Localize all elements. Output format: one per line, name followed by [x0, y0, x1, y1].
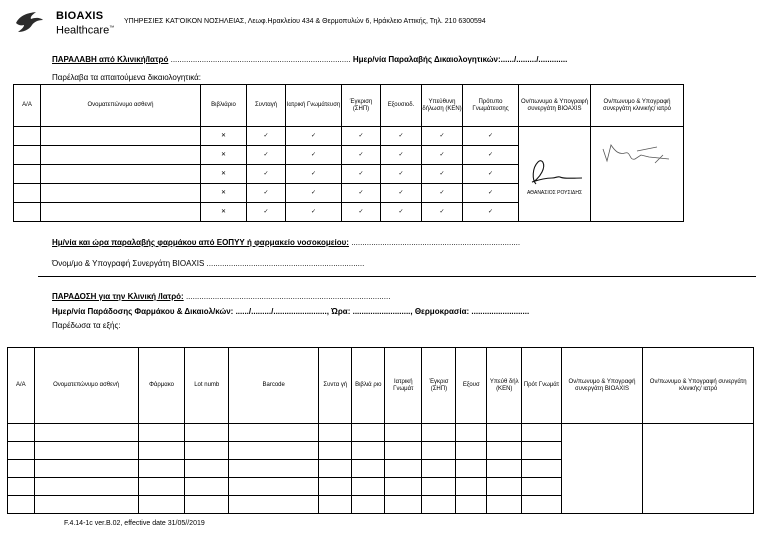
bioaxis-signer-name: ΑΘΑΝΑΣΙΟΣ ΡΟΥΣΙΔΗΣ: [526, 189, 583, 196]
col-header: Πρότ Γνωμάτ: [522, 348, 561, 424]
col-header: Πρότυπο Γνωμάτευσης: [463, 85, 519, 127]
bioaxis-signature-icon: [522, 156, 588, 188]
check-mark[interactable]: ✓: [381, 146, 422, 165]
receipt-title-dots: .................................................................................: [170, 55, 351, 64]
cell[interactable]: [522, 496, 561, 514]
col-header: Ονοματεπώνυμο ασθενή: [34, 348, 138, 424]
col-header: Ον/πωνυμο & Υπογραφή συνεργάτη κλινικής/ ιατρό: [643, 348, 754, 424]
check-mark[interactable]: ✓: [286, 146, 342, 165]
check-mark[interactable]: ✓: [286, 203, 342, 222]
cell[interactable]: [487, 442, 522, 460]
check-mark[interactable]: ✓: [422, 146, 463, 165]
cell[interactable]: [185, 478, 229, 496]
cell[interactable]: [352, 424, 385, 442]
row-number[interactable]: [14, 184, 41, 203]
booklet-cross-mark[interactable]: ✕: [201, 165, 247, 184]
cell[interactable]: [34, 478, 138, 496]
cell[interactable]: [352, 496, 385, 514]
booklet-cross-mark[interactable]: ✕: [201, 203, 247, 222]
check-mark[interactable]: ✓: [342, 146, 381, 165]
drug-receipt-label: Ημ/νία και ώρα παραλαβής φαρμάκου από ΕΟΠΥΥ ή φαρμακείο νοσοκομείου:: [52, 238, 349, 247]
cell[interactable]: [385, 478, 422, 496]
check-mark[interactable]: ✓: [381, 184, 422, 203]
cell[interactable]: [229, 460, 319, 478]
cell[interactable]: [8, 496, 35, 514]
cell[interactable]: [34, 424, 138, 442]
col-header: Συντα γή: [319, 348, 352, 424]
cell[interactable]: [522, 478, 561, 496]
check-mark[interactable]: ✓: [247, 203, 286, 222]
cell[interactable]: [138, 442, 185, 460]
cell[interactable]: [185, 442, 229, 460]
check-mark[interactable]: ✓: [342, 165, 381, 184]
logo-name: BIOAXIS: [56, 10, 104, 22]
col-header: Ον/πωνυμο & Υπογραφή συνεργάτη BIOAXIS: [561, 348, 643, 424]
col-header: Lot numb: [185, 348, 229, 424]
col-header: Ον/πωνυμο & Υπογραφή συνεργάτη κλινικής/ ιατρό: [591, 85, 684, 127]
cell[interactable]: [319, 442, 352, 460]
cell[interactable]: [522, 424, 561, 442]
cell[interactable]: [34, 496, 138, 514]
check-mark[interactable]: ✓: [422, 165, 463, 184]
check-mark[interactable]: ✓: [381, 203, 422, 222]
cell[interactable]: [385, 424, 422, 442]
check-mark[interactable]: ✓: [342, 203, 381, 222]
check-mark[interactable]: ✓: [422, 203, 463, 222]
received-documents-text: Παρέλαβα τα απαιτούμενα δικαιολογητικά:: [52, 73, 201, 82]
table-row: [14, 127, 684, 146]
row-number[interactable]: [14, 203, 41, 222]
section1-heading: [52, 55, 567, 64]
col-header: Ονοματεπώνυμο ασθενή: [41, 85, 201, 127]
cell[interactable]: [522, 460, 561, 478]
cell[interactable]: [352, 478, 385, 496]
cell[interactable]: [185, 424, 229, 442]
bioaxis-signature-cell[interactable]: [519, 127, 591, 222]
cell[interactable]: [487, 496, 522, 514]
cell[interactable]: [229, 496, 319, 514]
patient-name-cell[interactable]: [41, 127, 201, 146]
col-header: Ον/πωνυμο & Υπογραφή συνεργάτη BIOAXIS: [519, 85, 591, 127]
cell[interactable]: [229, 478, 319, 496]
document-code-footer: F.4.14-1c ver.B.02, effective date 31/05//2019: [64, 520, 205, 527]
check-mark[interactable]: ✓: [422, 184, 463, 203]
cell[interactable]: [456, 442, 487, 460]
col-header: Εξουσιοδ.: [381, 85, 422, 127]
cell[interactable]: [8, 424, 35, 442]
col-header: Συνταγή: [247, 85, 286, 127]
delivery-title: ΠΑΡΑΔΟΣΗ για την Κλινική /Ιατρό:: [52, 292, 184, 301]
section-divider: [38, 276, 756, 277]
check-mark[interactable]: ✓: [342, 184, 381, 203]
receipt-title: ΠΑΡΑΛΑΒΗ από Κλινική/Ιατρό: [52, 55, 169, 64]
check-mark[interactable]: ✓: [247, 127, 286, 146]
delivery-date-line[interactable]: Ημερ/νία Παράδοσης Φαρμάκου & Δικαιολ/κών: ....../........./........................, Ώρα: .........................., Θερμοκρασία: ..........................: [52, 307, 530, 316]
cell[interactable]: [422, 424, 456, 442]
row-number[interactable]: [14, 127, 41, 146]
row-number[interactable]: [14, 146, 41, 165]
cell[interactable]: [319, 460, 352, 478]
cell[interactable]: [422, 478, 456, 496]
patient-name-cell[interactable]: [41, 165, 201, 184]
bioaxis-bird-logo-icon: [14, 9, 44, 35]
col-header: Έγκρισ (ΣΗΠ): [422, 348, 456, 424]
cell[interactable]: [385, 460, 422, 478]
bioaxis-signature-cell[interactable]: [561, 424, 643, 514]
check-mark[interactable]: ✓: [463, 184, 519, 203]
booklet-cross-mark[interactable]: ✕: [201, 146, 247, 165]
table-row: [8, 424, 754, 442]
check-mark[interactable]: ✓: [463, 146, 519, 165]
check-mark[interactable]: ✓: [286, 127, 342, 146]
receipt-date-label: Ημερ/νία Παραλαβής Δικαιολογητικών:....../........./.............: [352, 55, 568, 64]
col-header: Υπεύθυνη δήλωση (ΚΕΝ): [422, 85, 463, 127]
cell[interactable]: [352, 442, 385, 460]
check-mark[interactable]: ✓: [247, 165, 286, 184]
cell[interactable]: [422, 496, 456, 514]
delivery-table: [7, 347, 754, 514]
cell[interactable]: [34, 442, 138, 460]
check-mark[interactable]: ✓: [422, 127, 463, 146]
col-header: Barcode: [229, 348, 319, 424]
header-address: ΥΠΗΡΕΣΙΕΣ ΚΑΤ'ΟΙΚΟΝ ΝΟΣΗΛΕΙΑΣ, Λεωφ.Ηρακλείου 434 & Θερμοπυλών 6, Ηράκλειο Αττικής, Τηλ. 210 6300594: [124, 18, 486, 25]
col-header: Βιβλιά ριο: [352, 348, 385, 424]
delivery-heading: [52, 292, 390, 301]
cell[interactable]: [229, 442, 319, 460]
drug-receipt-dots[interactable]: ............................................................................: [351, 238, 521, 247]
cell[interactable]: [185, 460, 229, 478]
cell[interactable]: [385, 442, 422, 460]
patient-name-cell[interactable]: [41, 146, 201, 165]
cell[interactable]: [8, 442, 35, 460]
clinic-signature-cell[interactable]: [591, 127, 684, 222]
col-header: Ιατρική Γνωμάτ: [385, 348, 422, 424]
cell[interactable]: [487, 460, 522, 478]
col-header: Έγκριση (ΣΗΠ): [342, 85, 381, 127]
cell[interactable]: [422, 460, 456, 478]
cell[interactable]: [138, 478, 185, 496]
cell[interactable]: [456, 460, 487, 478]
cell[interactable]: [487, 424, 522, 442]
logo-subtitle: Healthcare™: [56, 24, 115, 37]
cell[interactable]: [385, 496, 422, 514]
cell[interactable]: [34, 460, 138, 478]
booklet-cross-mark[interactable]: ✕: [201, 184, 247, 203]
clinic-signature-icon: [597, 133, 677, 173]
check-mark[interactable]: ✓: [247, 184, 286, 203]
delivery-title-dots[interactable]: ............................................................................................: [185, 292, 391, 301]
cell[interactable]: [319, 496, 352, 514]
col-header: Εξουσ: [456, 348, 487, 424]
cell[interactable]: [319, 424, 352, 442]
cell[interactable]: [185, 496, 229, 514]
col-header: Α/Α: [8, 348, 35, 424]
cell[interactable]: [138, 460, 185, 478]
check-mark[interactable]: ✓: [381, 127, 422, 146]
drug-receipt-line: [52, 238, 520, 247]
check-mark[interactable]: ✓: [286, 184, 342, 203]
col-header: Υπεύθ δήλ (ΚΕΝ): [487, 348, 522, 424]
check-mark[interactable]: ✓: [463, 127, 519, 146]
row-number[interactable]: [14, 165, 41, 184]
partner-signature-line[interactable]: Όνομ/μο & Υπογραφή Συνεργάτη BIOAXIS .......................................................................: [52, 259, 365, 268]
check-mark[interactable]: ✓: [463, 165, 519, 184]
col-header: Ιατρική Γνωμάτευση: [286, 85, 342, 127]
cell[interactable]: [522, 442, 561, 460]
patient-name-cell[interactable]: [41, 203, 201, 222]
check-mark[interactable]: ✓: [286, 165, 342, 184]
cell[interactable]: [138, 496, 185, 514]
cell[interactable]: [422, 442, 456, 460]
clinic-signature-cell[interactable]: [643, 424, 754, 514]
patient-name-cell[interactable]: [41, 184, 201, 203]
delivered-text: Παρέδωσα τα εξής:: [52, 321, 121, 330]
cell[interactable]: [456, 478, 487, 496]
check-mark[interactable]: ✓: [247, 146, 286, 165]
cell[interactable]: [8, 460, 35, 478]
receipt-table: [13, 84, 684, 222]
cell[interactable]: [319, 478, 352, 496]
cell[interactable]: [352, 460, 385, 478]
receipt-table-header-row: [14, 85, 684, 127]
cell[interactable]: [456, 496, 487, 514]
delivery-table-header-row: [8, 348, 754, 424]
booklet-cross-mark[interactable]: ✕: [201, 127, 247, 146]
check-mark[interactable]: ✓: [381, 165, 422, 184]
col-header: Φάρμακο: [138, 348, 185, 424]
cell[interactable]: [138, 424, 185, 442]
check-mark[interactable]: ✓: [342, 127, 381, 146]
cell[interactable]: [487, 478, 522, 496]
cell[interactable]: [8, 478, 35, 496]
cell[interactable]: [229, 424, 319, 442]
col-header: Βιβλιάριο: [201, 85, 247, 127]
cell[interactable]: [456, 424, 487, 442]
col-header: Α/Α: [14, 85, 41, 127]
check-mark[interactable]: ✓: [463, 203, 519, 222]
